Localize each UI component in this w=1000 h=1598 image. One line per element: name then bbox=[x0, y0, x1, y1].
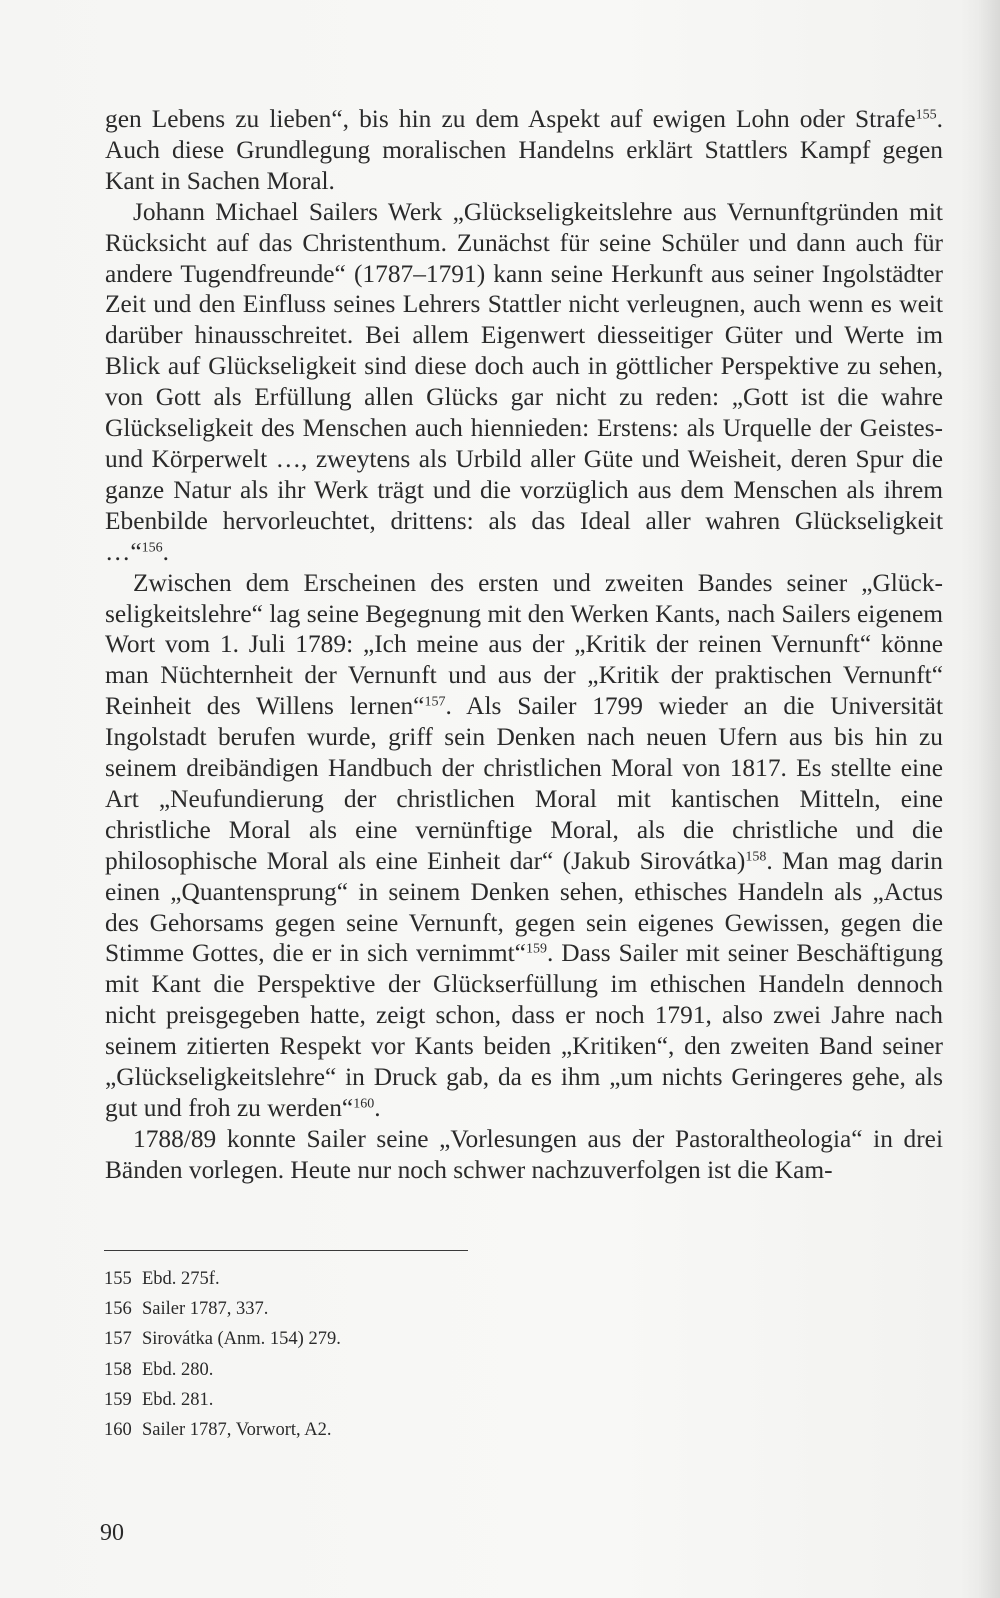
footnote-text: Ebd. 281. bbox=[142, 1389, 214, 1410]
footnote bbox=[104, 1324, 804, 1354]
paragraph bbox=[105, 568, 943, 1124]
footnote-separator bbox=[104, 1250, 468, 1251]
footnote bbox=[104, 1355, 804, 1385]
footnote bbox=[104, 1385, 804, 1415]
footnote-text: Sailer 1787, Vorwort, A2. bbox=[142, 1420, 332, 1441]
footnote-ref: 156 bbox=[141, 540, 163, 556]
text-run: Zwischen dem Erscheinen des ersten und zweiten Bandes seiner „Glückseligkeitslehre“ lag seine Begegnung mit den Werken Kants, nach Sailers eigenem Wort vom 1. Juli 1789: „Ich meine aus der „Kritik der reinen Vernunft“ könne man Nüchternheit der Vernunft und aus der „Kritik der praktischen Vernunft“ Reinheit des Willens lernen“ bbox=[105, 568, 943, 721]
footnote-text: Ebd. 280. bbox=[142, 1359, 214, 1380]
footnotes bbox=[104, 1264, 804, 1445]
text-run: . Dass Sailer mit seiner Beschäftigung mit Kant die Perspektive der Glückserfüllung im ethischen Handeln dennoch nicht preisgegeben hatte, zeigt schon, dass er noch 1791, also zwei Jahre nach seinem zitierten Respekt vor Kants beiden „Kritiken“, den zweiten Band seiner „Glückseligkeitslehre“ in Druck gab, da es ihm „um nichts Geringeres gehe, als gut und froh zu werden“ bbox=[105, 939, 943, 1122]
footnote-text: Sirovátka (Anm. 154) 279. bbox=[142, 1329, 341, 1350]
footnote bbox=[104, 1415, 804, 1445]
paragraph bbox=[105, 104, 943, 197]
page-number: 90 bbox=[100, 1520, 124, 1546]
text-run: . bbox=[374, 1094, 381, 1122]
footnote-number: 159 bbox=[104, 1389, 132, 1410]
text-run: . Als Sailer 1799 wieder an die Universität Ingolstadt berufen wurde, griff sein Denken nach neuen Ufern aus bis hin zu seinem dreibändigen Handbuch der christlichen Moral von 1817. Es stellte eine Art „Neufundierung der christlichen Moral mit kantischen Mitteln, eine christliche Moral als eine vernünftige Moral, als die christliche und die philosophische Moral als eine Einheit dar“ (Jakub Sirovátka) bbox=[105, 692, 944, 875]
text-run: . Auch diese Grundlegung moralischen Handelns erklärt Stattlers Kampf gegen Kant in Sachen Moral. bbox=[105, 105, 943, 195]
text-run: . bbox=[162, 537, 170, 566]
footnote-text: Sailer 1787, 337. bbox=[142, 1299, 269, 1320]
paragraph bbox=[105, 1124, 943, 1186]
text-run: . Man mag darin einen „Quantensprung“ in seinem Denken sehen, ethisches Handeln als „Actus des Gehorsams gegen seine Vernunft, gegen sein eigenes Gewissen, gegen die Stimme Gottes, die er in sich vernimmt“ bbox=[105, 846, 943, 968]
footnote-number: 155 bbox=[104, 1269, 132, 1289]
footnote bbox=[104, 1264, 804, 1294]
footnote-ref: 157 bbox=[424, 694, 446, 710]
footnote-number: 156 bbox=[104, 1299, 132, 1320]
footnote-ref: 158 bbox=[745, 849, 767, 865]
footnote bbox=[104, 1294, 804, 1324]
footnote-number: 160 bbox=[104, 1420, 132, 1441]
paragraph bbox=[105, 197, 943, 568]
footnote-ref: 160 bbox=[353, 1096, 375, 1112]
page-edge-shadow bbox=[978, 0, 1000, 1598]
text-run: Johann Michael Sailers Werk „Glückseligkeitslehre aus Vernunftgründen mit Rücksicht auf das Christenthum. Zunächst für seine Schüler und dann auch für andere Tugendfreunde“ (1787–1791) kann seine Herkunft aus seiner Ingolstädter Zeit und den Einfluss seines Lehrers Stattler nicht verleugnen, auch wenn es weit darüber hinausschreitet. Bei allem Eigenwert diesseitiger Güter und Werte im Blick auf Glückseligkeit sind diese doch auch in göttlicher Perspektive zu sehen, von Gott als Erfüllung allen Glücks gar nicht zu reden: „Gott ist die wahre Glückseligkeit des Menschen auch hiennieden: Erstens: als Urquelle der Geistes- und Körperwelt …, zweytens als Urbild aller Güte und Weisheit, deren Spur die ganze Natur als ihr Werk trägt und die vorzüglich aus dem Menschen als ihrem Ebenbilde hervorleuchtet, drittens: als das Ideal aller wahren Glückseligkeit …“ bbox=[105, 197, 943, 566]
footnote-text: Ebd. 275f. bbox=[142, 1269, 220, 1289]
footnote-number: 157 bbox=[104, 1329, 132, 1350]
text-run: 1788/89 konnte Sailer seine „Vorlesungen aus der Pastoraltheologia“ in drei Bänden vorlegen. Heute nur noch schwer nachzuverfolgen ist die Kam- bbox=[105, 1124, 943, 1184]
body-text bbox=[105, 104, 943, 1186]
footnote-ref: 159 bbox=[525, 942, 547, 958]
footnote-number: 158 bbox=[104, 1359, 132, 1380]
text-run: gen Lebens zu lieben“, bis hin zu dem Aspekt auf ewigen Lohn oder Strafe bbox=[105, 105, 916, 133]
footnote-ref: 155 bbox=[915, 107, 937, 123]
